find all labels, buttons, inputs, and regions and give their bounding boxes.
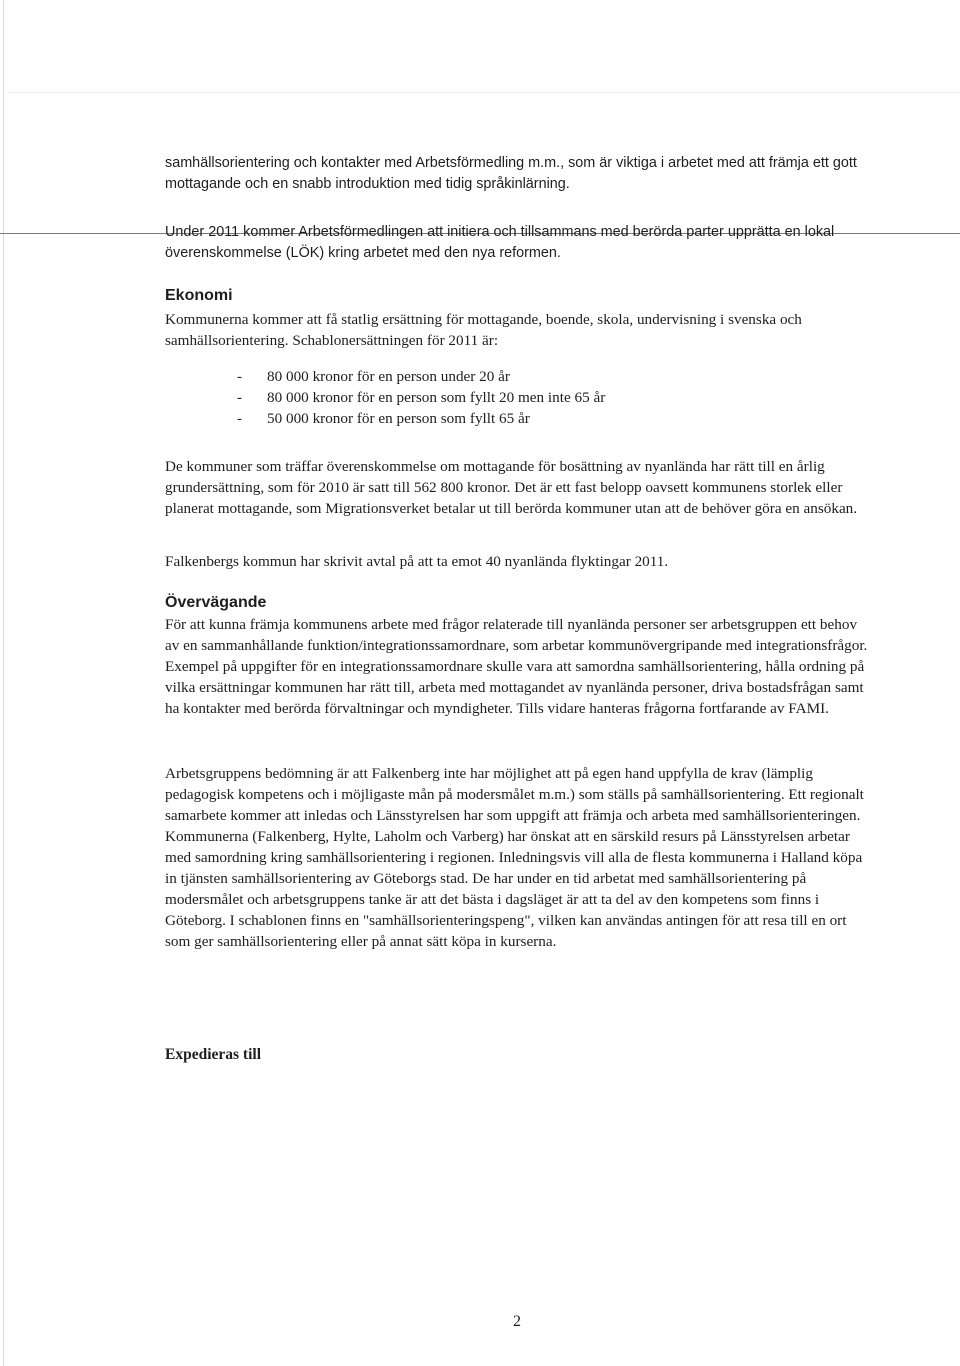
- list-item: - 80 000 kronor för en person som fyllt 20 men inte 65 år: [237, 387, 605, 408]
- intro-paragraph: samhällsorientering och kontakter med Arbetsförmedling m.m., som är viktiga i arbetet med att främja ett gott mottagande och en snabb introduktion med tidig språkinlärning.: [165, 155, 857, 192]
- avtal-paragraph: Falkenbergs kommun har skrivit avtal på att ta emot 40 nyanlända flyktingar 2011.: [165, 553, 669, 570]
- overvagande-paragraph-2: Arbetsgruppens bedömning är att Falkenberg inte har möjlighet att på egen hand uppfylla de krav (lämplig pedagogisk kompetens och i möjligaste mån på modersmålet m.m.) som ställs på samhällsorientering. Ett regionalt samarbete kommer att inledas och Länsstyrelsen har som uppgift att främja och arbeta med samhällsorienteringen. Kommunerna (Falkenberg, Hylte, Laholm och Varberg) har önskat att en särskild resurs på Länsstyrelsen arbetar med samordning kring samhällsorientering i regionen. Inledningsvis vill alla de flesta kommunerna i Halland köpa in tjänsten samhällsorientering av Göteborgs stad. De har under en tid arbetat med samhällsorientering på modersmålet och arbetsgruppens tanke är att det bästa i dagsläget är att ta del av den kompetens som finns i Göteborg. I schablonen finns en "samhällsorienteringspeng", vilken kan användas antingen för att resa till en ort som ger samhällsorientering eller på annat sätt köpa in kurserna.: [165, 765, 864, 950]
- lok-paragraph: Under 2011 kommer Arbetsförmedlingen att initiera och tillsammans med berörda parter upprätta en lokal överenskommelse (LÖK) kring arbetet med den nya reformen.: [165, 224, 835, 261]
- schablon-list: [237, 366, 605, 429]
- ekonomi-heading: Ekonomi: [165, 287, 233, 304]
- list-item: - 80 000 kronor för en person under 20 år: [237, 366, 605, 387]
- overvagande-heading: Övervägande: [165, 594, 267, 611]
- scan-artifact-line: [8, 92, 960, 93]
- page-number: 2: [513, 1313, 521, 1330]
- ekonomi-paragraph: Kommunerna kommer att få statlig ersättning för mottagande, boende, skola, undervisning i svenska och samhällsorientering. Schablonersättningen för 2011 är:: [165, 311, 802, 349]
- list-item: - 50 000 kronor för en person som fyllt 65 år: [237, 408, 605, 429]
- grundersattning-paragraph: De kommuner som träffar överenskommelse om mottagande för bosättning av nyanlända har rätt till en årlig grundersättning, som för 2010 är satt till 562 800 kronor. Det är ett fast belopp oavsett kommunens storlek eller planerat mottagande, som Migrationsverket betalar ut till berörda kommuner utan att de behöver göra en ansökan.: [165, 458, 858, 517]
- overvagande-paragraph-1: För att kunna främja kommunens arbete med frågor relaterade till nyanlända personer ser arbetsgruppen ett behov av en sammanhållande funktion/integrationssamordnare, som arbetar kommunövergripande med integrationsfrågor. Exempel på uppgifter för en integrationssamordnare skulle vara att samordna samhällsorientering, hålla ordning på vilka ersättningar kommunen har rätt till, arbeta med mottagandet av nyanlända personer, driva bostadsfrågan samt ha kontakter med berörda förvaltningar och myndigheter. Tills vidare hanteras frågorna fortfarande av FAMI.: [165, 616, 868, 717]
- scan-edge: [3, 0, 4, 1366]
- expedieras-heading: Expedieras till: [165, 1046, 262, 1063]
